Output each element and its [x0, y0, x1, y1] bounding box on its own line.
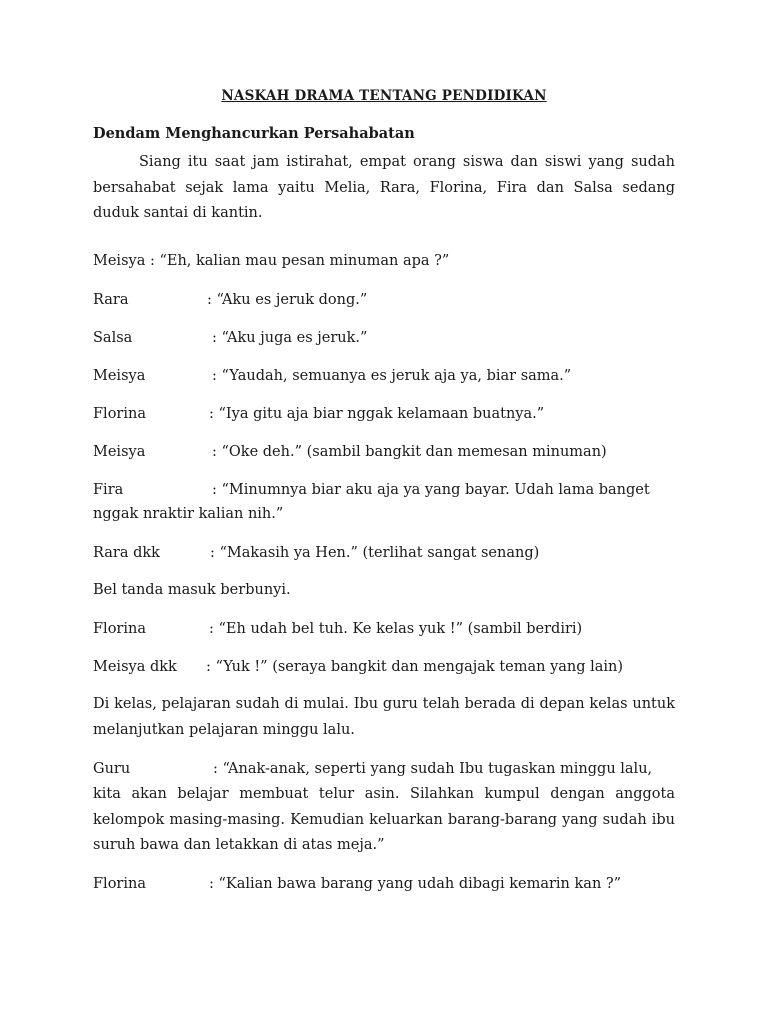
- speaker-name: Meisya dkk: [93, 659, 177, 675]
- speaker-name: Guru: [93, 761, 131, 777]
- speech-text: : “Yaudah, semuanya es jeruk aja ya, biar sama.”: [212, 368, 572, 384]
- speech-text: : “Eh udah bel tuh. Ke kelas yuk !” (sambil berdiri): [209, 621, 583, 637]
- speech-text: : “Aku es jeruk dong.”: [207, 292, 368, 308]
- classroom-paragraph: Di kelas, pelajaran sudah di mulai. Ibu guru telah berada di depan kelas untuk melanjutkan pelajaran minggu lalu.: [93, 696, 675, 738]
- speaker-name: Rara: [93, 292, 129, 308]
- speaker-name: Rara dkk: [93, 545, 160, 561]
- document-title: NASKAH DRAMA TENTANG PENDIDIKAN: [221, 88, 547, 104]
- speech-text: : “Makasih ya Hen.” (terlihat sangat senang): [210, 545, 540, 561]
- dialogue-line-meisya: Meisya : “Eh, kalian mau pesan minuman apa ?”: [93, 253, 450, 269]
- speaker-name: Florina: [93, 876, 146, 892]
- narration-line: Bel tanda masuk berbunyi.: [93, 582, 291, 598]
- speaker-name: Meisya: [93, 444, 146, 460]
- document-subtitle: Dendam Menghancurkan Persahabatan: [93, 125, 415, 142]
- speaker-name: Florina: [93, 406, 146, 422]
- speech-text: : “Aku juga es jeruk.”: [212, 330, 368, 346]
- speaker-name: Meisya: [93, 368, 146, 384]
- speaker-name: Florina: [93, 621, 146, 637]
- speech-continuation: nggak nraktir kalian nih.”: [93, 506, 284, 522]
- speech-text: : “Oke deh.” (sambil bangkit dan memesan minuman): [212, 444, 607, 460]
- speech-text: : “Yuk !” (seraya bangkit dan mengajak teman yang lain): [206, 659, 624, 675]
- opening-paragraph: Siang itu saat jam istirahat, empat orang siswa dan siswi yang sudah bersahabat sejak lama yaitu Melia, Rara, Florina, Fira dan Salsa sedang duduk santai di kantin.: [93, 154, 675, 221]
- speech-text: : “Anak-anak, seperti yang sudah Ibu tugaskan minggu lalu,: [213, 761, 653, 777]
- speech-text: : “Kalian bawa barang yang udah dibagi kemarin kan ?”: [209, 876, 622, 892]
- speaker-name: Fira: [93, 482, 124, 498]
- speech-text: : “Minumnya biar aku aja ya yang bayar. Udah lama banget: [212, 482, 650, 498]
- speaker-name: Salsa: [93, 330, 133, 346]
- speech-text: : “Iya gitu aja biar nggak kelamaan buatnya.”: [209, 406, 545, 422]
- speech-continuation: kita akan belajar membuat telur asin. Silahkan kumpul dengan anggota kelompok masing-masing. Kemudian keluarkan barang-barang yang sudah ibu suruh bawa dan letakkan di atas meja.”: [93, 786, 675, 853]
